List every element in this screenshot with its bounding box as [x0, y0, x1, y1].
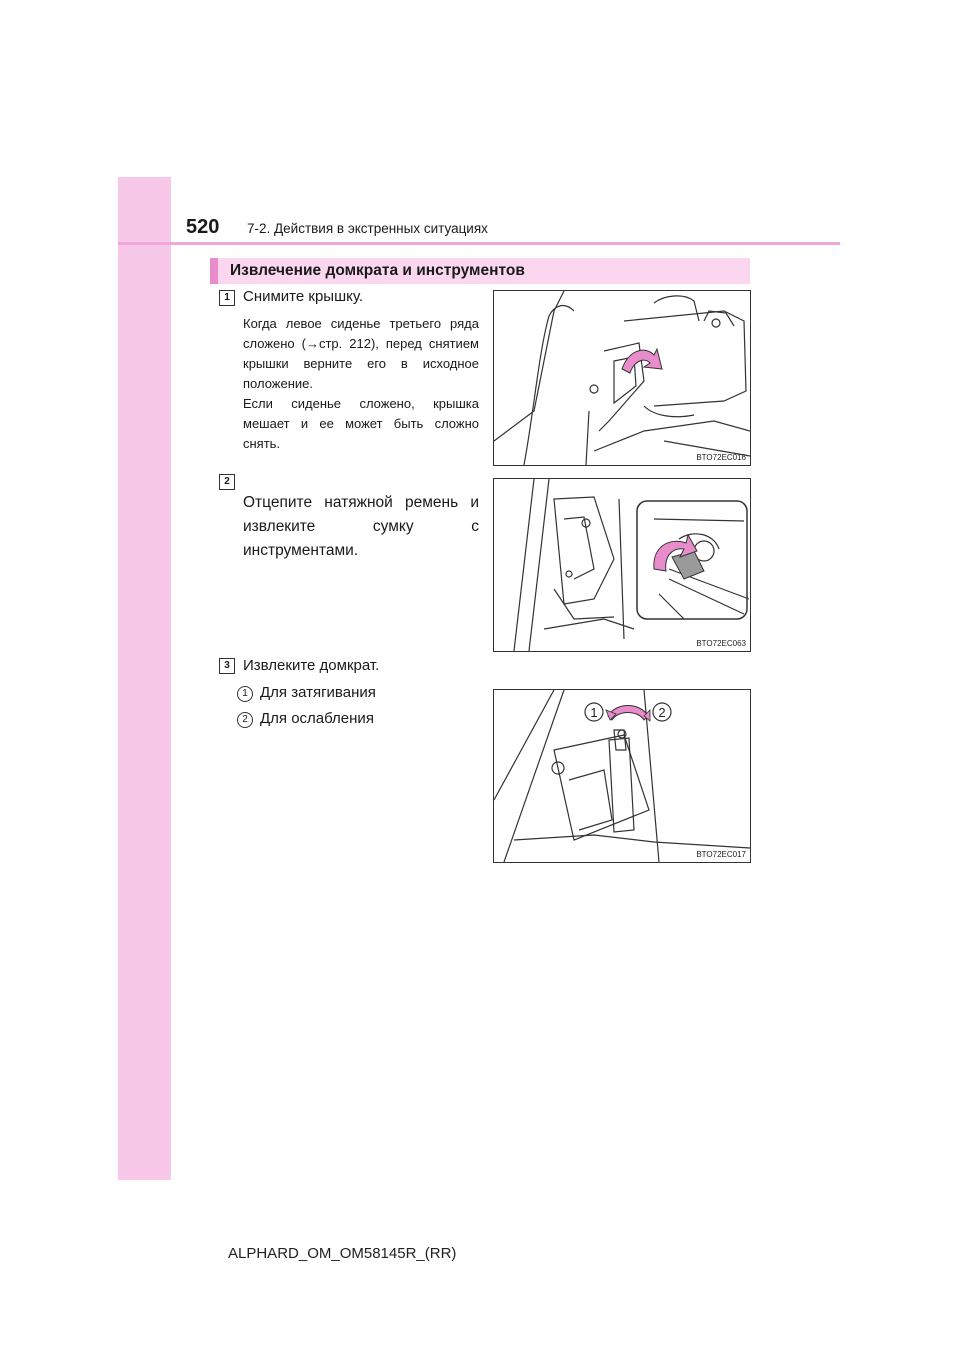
- strap-illustration: [494, 479, 750, 651]
- section-heading: Извлечение домкрата и инструментов: [230, 262, 525, 279]
- figure-code: BTO72EC063: [696, 639, 746, 648]
- step-1-note-2: Если сиденье сложено, крышка мешает и ее может быть сложно снять.: [243, 396, 479, 451]
- legend-item-1: [237, 684, 376, 702]
- svg-text:2: 2: [658, 705, 666, 720]
- step-number-1: 1: [219, 290, 235, 306]
- step-1-note-1: Когда левое сиденье третьего ряда сложено (→стр. 212), перед снятием крышки верните его в исходное положение.: [243, 316, 479, 391]
- step-number-2: 2: [219, 474, 235, 490]
- legend-marker-2: 2: [237, 712, 253, 728]
- legend-item-2: [237, 710, 374, 728]
- side-tab: [118, 177, 171, 1180]
- figure-strap-release: [493, 478, 751, 652]
- step-2-title: Отцепите натяжной ремень и извлеките сумку с инструментами.: [243, 494, 479, 559]
- chapter-title: 7-2. Действия в экстренных ситуациях: [247, 221, 488, 236]
- heading-accent: [210, 258, 218, 284]
- step-number-3: 3: [219, 658, 235, 674]
- jack-illustration: [494, 690, 750, 862]
- figure-cover-removal: [493, 290, 751, 466]
- section-heading-bar: [210, 258, 750, 284]
- figure-code: BTO72EC016: [696, 453, 746, 462]
- rotate-arrow-icon: [608, 706, 648, 721]
- header-divider: [118, 242, 840, 245]
- step-3-title: Извлеките домкрат.: [243, 657, 380, 674]
- legend-text-2: Для ослабления: [260, 710, 374, 727]
- document-code-footer: ALPHARD_OM_OM58145R_(RR): [228, 1245, 457, 1262]
- step-1-title: Снимите крышку.: [243, 288, 364, 305]
- page-number: 520: [186, 216, 220, 238]
- legend-text-1: Для затягивания: [260, 684, 376, 701]
- figure-code: BTO72EC017: [696, 850, 746, 859]
- cover-illustration: [494, 291, 750, 465]
- figure-jack-removal: [493, 689, 751, 863]
- legend-marker-1: 1: [237, 686, 253, 702]
- svg-text:1: 1: [590, 705, 598, 720]
